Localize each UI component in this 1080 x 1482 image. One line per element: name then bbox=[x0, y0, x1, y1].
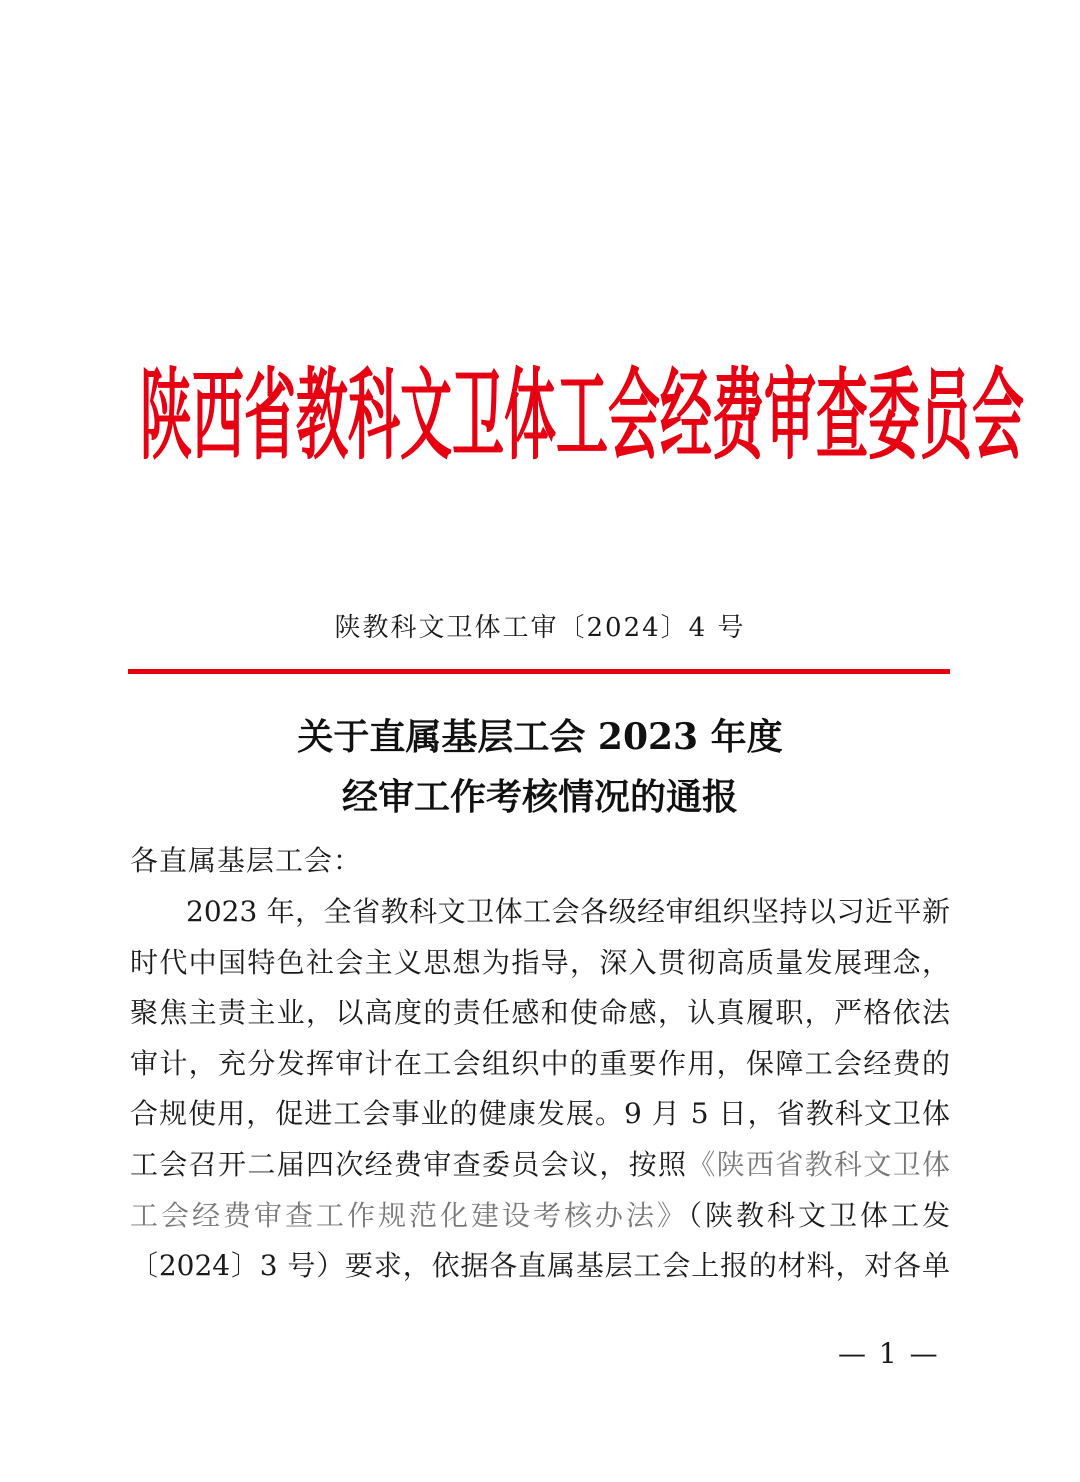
document-title-line-2: 经审工作考核情况的通报 bbox=[341, 776, 738, 818]
body-line bbox=[130, 1191, 950, 1242]
regulation-link[interactable]: 《陕西省教科文卫体 bbox=[687, 1147, 950, 1181]
regulation-link[interactable]: 工会经费审查工作规范化建设考核办法》 bbox=[130, 1198, 688, 1232]
body-line: 时代中国特色社会主义思想为指导，深入贯彻高质量发展理念， bbox=[130, 945, 950, 979]
body-line: 聚焦主责主业，以高度的责任感和使命感，认真履职，严格依法 bbox=[130, 996, 950, 1030]
masthead-title: 陕西省教科文卫体工会经费审查委员会 bbox=[140, 360, 1025, 474]
body-line: 合规使用，促进工会事业的健康发展。9 月 5 日，省教科文卫体 bbox=[130, 1097, 950, 1131]
body-line: 〔2024〕3 号）要求，依据各直属基层工会上报的材料，对各单 bbox=[130, 1249, 950, 1283]
document-title-line-1: 关于直属基层工会 2023 年度 bbox=[297, 716, 783, 758]
salutation: 各直属基层工会： bbox=[130, 844, 363, 877]
body-text-segment: 工会召开二届四次经费审查委员会议，按照 bbox=[130, 1147, 688, 1181]
body-text-segment: （陕教科文卫体工发 bbox=[687, 1198, 950, 1232]
body-line: 审计，充分发挥审计在工会组织中的重要作用，保障工会经费的 bbox=[130, 1046, 950, 1080]
page-number: — 1 — bbox=[838, 1337, 940, 1370]
document-number: 陕教科文卫体工审〔2024〕4 号 bbox=[334, 613, 746, 643]
body-paragraph bbox=[130, 887, 950, 1292]
red-divider bbox=[128, 669, 950, 674]
body-line bbox=[130, 1140, 950, 1191]
body-line: 2023 年，全省教科文卫体工会各级经审组织坚持以习近平新 bbox=[186, 895, 950, 928]
